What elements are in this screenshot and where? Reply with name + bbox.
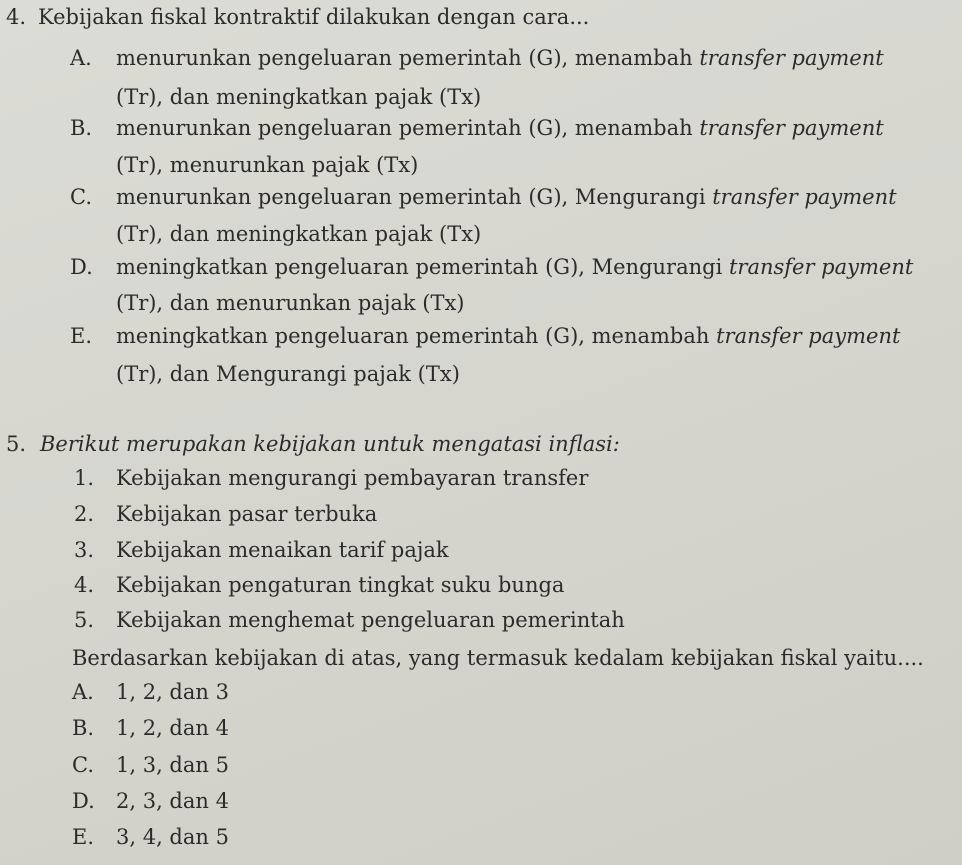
q4-option-d-letter: D. — [70, 255, 93, 279]
q4-option-c-cont: (Tr), dan meningkatkan pajak (Tx) — [116, 222, 482, 246]
q4-option-a-cont: (Tr), dan meningkatkan pajak (Tx) — [116, 85, 482, 109]
q5-option-d-text: 2, 3, dan 4 — [116, 789, 229, 813]
q4-option-d-cont: (Tr), dan menurunkan pajak (Tx) — [116, 291, 465, 315]
q4-option-c-italic: transfer payment — [712, 185, 897, 209]
q4-option-e-pre: meningkatkan pengeluaran pemerintah (G), menambah — [116, 324, 717, 348]
q5-item-4-text: Kebijakan pengaturan tingkat suku bunga — [116, 573, 565, 597]
q5-item-1-num: 1. — [74, 466, 95, 490]
q4-option-d-pre: meningkatkan pengeluaran pemerintah (G), Mengurangi — [116, 255, 729, 279]
q4-option-b-italic: transfer payment — [699, 116, 884, 140]
q4-option-c-letter: C. — [70, 185, 92, 209]
q5-option-e-letter: E. — [72, 825, 95, 849]
q4-option-e-letter: E. — [70, 324, 93, 348]
q4-option-d-text — [116, 255, 913, 279]
q4-option-a-text — [116, 46, 884, 70]
q5-option-c-letter: C. — [72, 753, 94, 777]
question-5-number: 5. — [6, 432, 27, 456]
q4-option-b-letter: B. — [70, 116, 93, 140]
q5-option-b-letter: B. — [72, 716, 95, 740]
q4-option-e-italic: transfer payment — [716, 324, 901, 348]
q5-item-2-text: Kebijakan pasar terbuka — [116, 502, 378, 526]
q4-option-b-cont: (Tr), menurunkan pajak (Tx) — [116, 153, 419, 177]
q5-item-5-text: Kebijakan menghemat pengeluaran pemerintah — [116, 608, 625, 632]
q5-option-a-text: 1, 2, dan 3 — [116, 680, 229, 704]
q5-option-e-text: 3, 4, dan 5 — [116, 825, 229, 849]
q4-option-a-letter: A. — [70, 46, 92, 70]
q5-option-d-letter: D. — [72, 789, 95, 813]
q5-item-4-num: 4. — [74, 573, 95, 597]
q4-option-a-pre: menurunkan pengeluaran pemerintah (G), menambah — [116, 46, 700, 70]
q5-item-2-num: 2. — [74, 502, 95, 526]
q4-option-e-text — [116, 324, 900, 348]
q5-item-3-text: Kebijakan menaikan tarif pajak — [116, 538, 449, 562]
q4-option-b-pre: menurunkan pengeluaran pemerintah (G), menambah — [116, 116, 700, 140]
q5-item-3-num: 3. — [74, 538, 95, 562]
q5-item-1-text: Kebijakan mengurangi pembayaran transfer — [116, 466, 589, 490]
question-5-stem: Berikut merupakan kebijakan untuk mengatasi inflasi: — [40, 432, 620, 456]
question-4-number: 4. — [6, 5, 27, 29]
q4-option-d-italic: transfer payment — [728, 255, 914, 279]
q5-option-b-text: 1, 2, dan 4 — [116, 716, 229, 740]
q5-option-c-text: 1, 3, dan 5 — [116, 753, 229, 777]
q4-option-a-italic: transfer payment — [699, 46, 884, 70]
q4-option-e-cont: (Tr), dan Mengurangi pajak (Tx) — [116, 362, 460, 386]
q4-option-c-text — [116, 185, 897, 209]
question-4-stem: Kebijakan fiskal kontraktif dilakukan dengan cara... — [38, 5, 590, 29]
q4-option-c-pre: menurunkan pengeluaran pemerintah (G), Mengurangi — [116, 185, 713, 209]
q5-option-a-letter: A. — [72, 680, 94, 704]
q5-item-5-num: 5. — [74, 608, 95, 632]
q5-question: Berdasarkan kebijakan di atas, yang termasuk kedalam kebijakan fiskal yaitu.... — [72, 646, 924, 670]
q4-option-b-text — [116, 116, 884, 140]
